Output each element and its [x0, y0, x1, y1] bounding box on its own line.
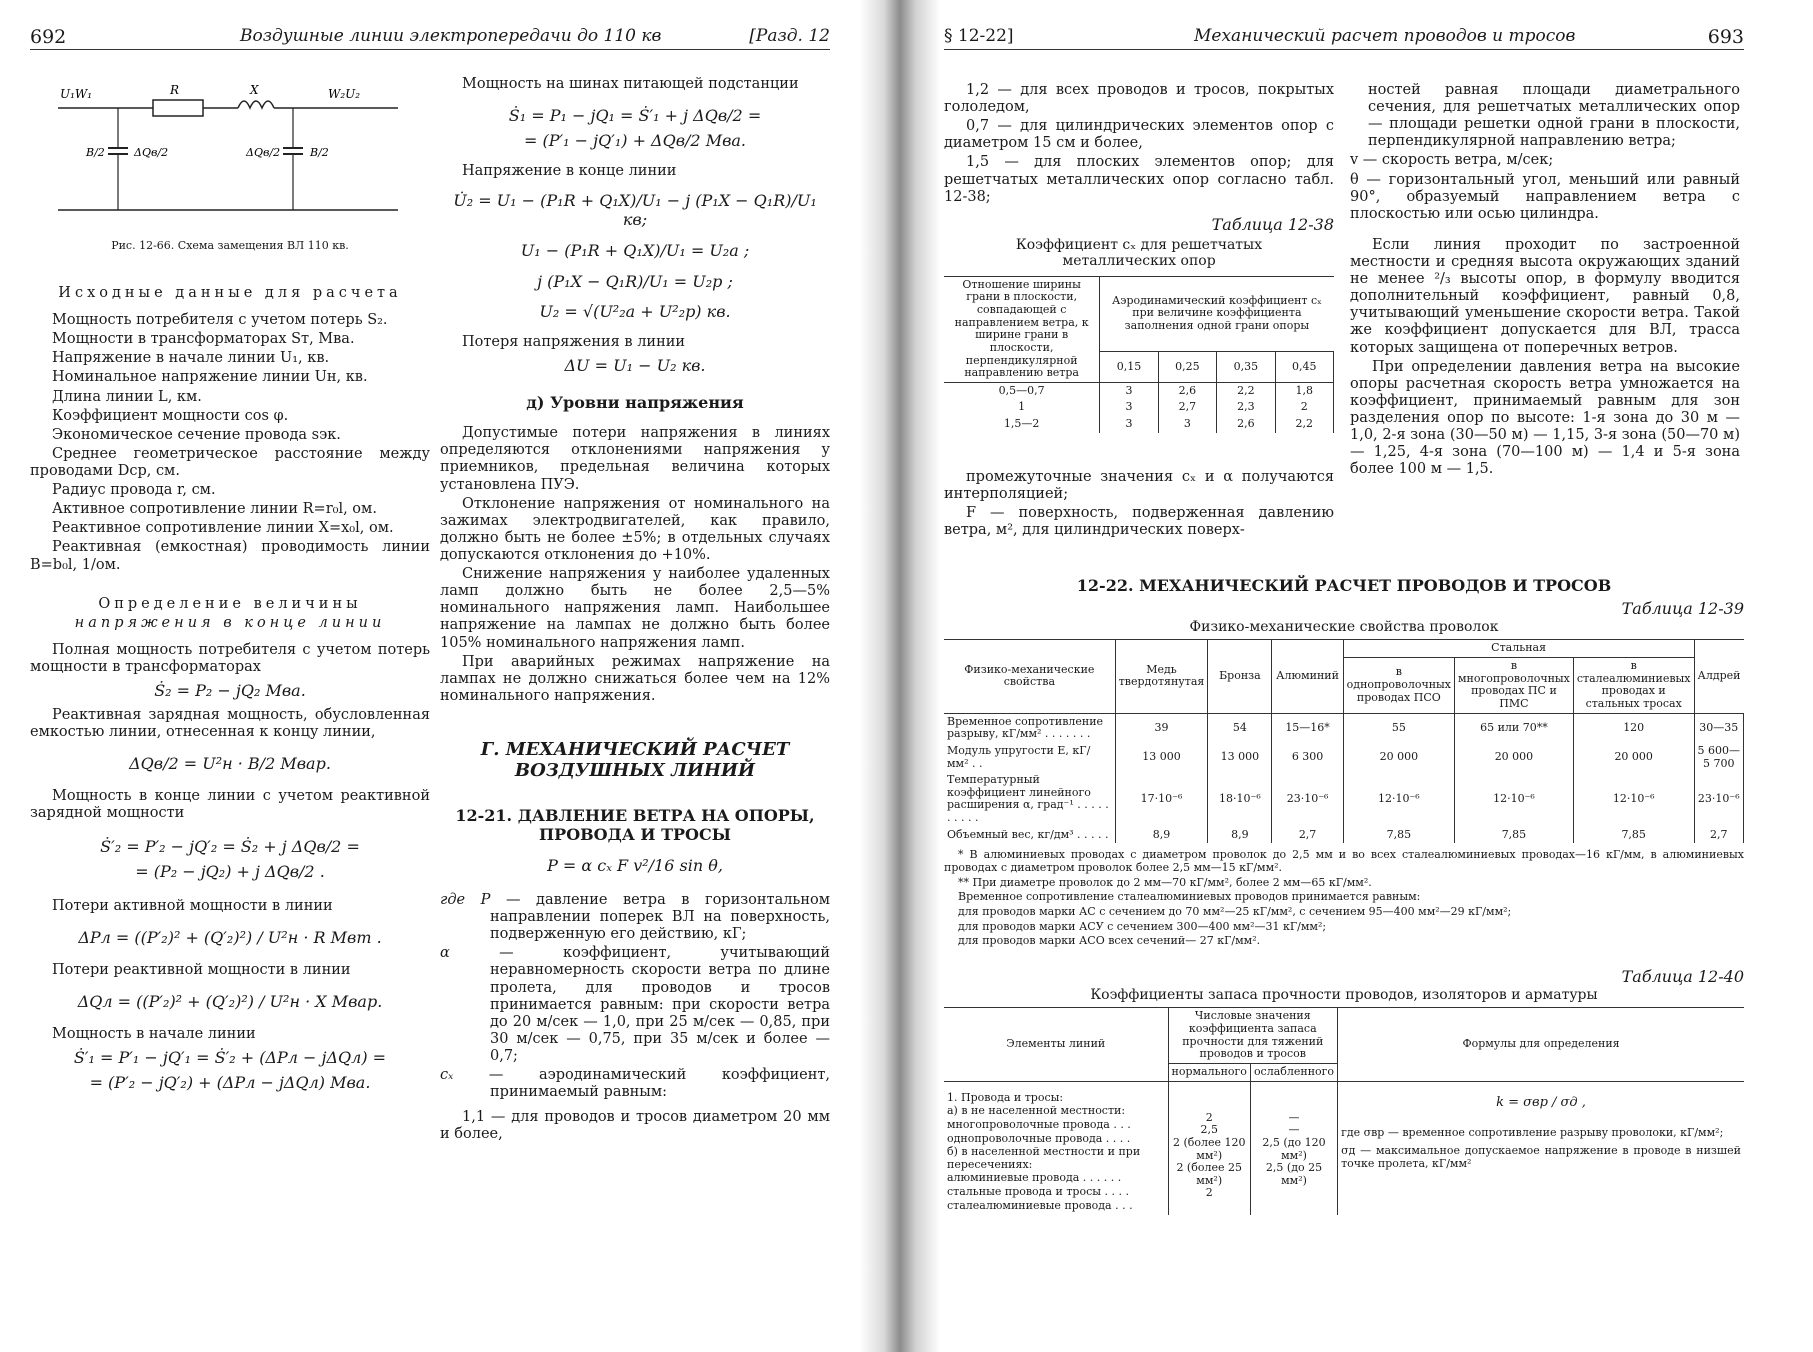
definition-symbol: α — — [440, 945, 514, 962]
property-cell: Температурный коэффициент линейного расширения α, град⁻¹ . . . . . . . . . . — [944, 772, 1115, 827]
cx-item: 1,5 — для плоских элементов опор; для решетчатых металлических опор согласно табл. 12-38; — [944, 154, 1334, 205]
table-title: Коэффициенты запаса прочности проводов, изоляторов и арматуры — [1090, 986, 1598, 1003]
formula: U₁ − (P₁R + Q₁X)/U₁ = U₂а ; — [520, 240, 750, 260]
definition-symbol: cₓ — — [440, 1067, 504, 1084]
coef-column-header: 0,45 — [1275, 351, 1333, 382]
table-label: Таблица 12-40 — [1621, 967, 1744, 986]
symbol-definitions — [440, 892, 830, 1101]
h-al: Алюминий — [1272, 640, 1343, 713]
value-cell: 6 300 — [1272, 743, 1343, 772]
svg-text:R: R — [170, 83, 180, 97]
h-norm: нормального — [1168, 1063, 1250, 1081]
right-page — [940, 0, 1813, 1352]
initial-data-item: Напряжение в начале линии U₁, кв. — [52, 350, 330, 367]
property-cell: Объемный вес, кг/дм³ . . . . . — [944, 827, 1115, 844]
value-cell: 12·10⁻⁶ — [1455, 772, 1574, 827]
h-ald: Алдрей — [1694, 640, 1743, 713]
value-cell: 13 000 — [1115, 743, 1208, 772]
svg-text:X: X — [250, 83, 259, 97]
initial-data-list — [30, 312, 430, 574]
formula: = (P′₂ − jQ′₂) + (ΔPл − jΔQл) Мва. — [89, 1072, 371, 1092]
page-number: 692 — [30, 26, 67, 48]
formula-definitions — [1341, 1127, 1741, 1171]
h-s1: в однопроволочных проводах ПСО — [1343, 658, 1454, 714]
value-cell: 20 000 — [1343, 743, 1454, 772]
table-12-38 — [944, 276, 1334, 433]
paragraph: Полная мощность потребителя с учетом потерь мощности в трансформаторах — [30, 641, 430, 675]
table-label: Таблица 12-38 — [1211, 214, 1334, 234]
table-row — [944, 399, 1334, 416]
normal-value: 2 — [1205, 1186, 1213, 1200]
initial-data-item: Коэффициент мощности cos φ. — [52, 407, 289, 424]
value-cell: 2,7 — [1158, 399, 1216, 416]
table-12-40 — [944, 1007, 1744, 1215]
initial-data-item: Мощности в трансформаторах Sт, Мва. — [52, 331, 355, 348]
h-elem: Элементы линий — [944, 1008, 1168, 1081]
table-note: для проводов марки АСУ с сечением 300—400 мм²—31 кГ/мм²; — [958, 919, 1327, 933]
value-cell: 7,85 — [1455, 827, 1574, 844]
table-12-39-block — [944, 600, 1744, 950]
value-cell: 7,85 — [1343, 827, 1454, 844]
value-cell: 3 — [1158, 416, 1216, 433]
right-column-1 — [944, 82, 1334, 541]
h-s3: в сталеалюминиевых проводах и стальных тросах — [1573, 658, 1694, 714]
running-title: Воздушные линии электропередачи до 110 кв — [240, 26, 662, 46]
header-coef: Аэродинамический коэффициент cₓ при величине коэффициента заполнения одной грани опоры — [1100, 276, 1334, 351]
safety-formula: k = σвр / σд , — [1496, 1094, 1586, 1110]
section-heading-1221-b: ПРОВОДА И ТРОСЫ — [539, 825, 731, 845]
paragraph: Напряжение в конце линии — [462, 162, 677, 179]
value-cell: 15—16* — [1272, 713, 1343, 743]
initial-data-item: Длина линии L, км. — [52, 388, 202, 405]
definition-item — [440, 892, 830, 943]
value-cell: 23·10⁻⁶ — [1272, 772, 1343, 827]
svg-text:W₂U₂: W₂U₂ — [328, 87, 361, 101]
part-heading-1: Г. МЕХАНИЧЕСКИЙ РАСЧЕТ — [480, 738, 790, 760]
value-cell: 18·10⁻⁶ — [1208, 772, 1272, 827]
initial-data-item: Экономическое сечение провода sэк. — [52, 426, 341, 443]
element-line: многопроволочные провода . . . — [947, 1117, 1131, 1131]
page-number: 693 — [1707, 26, 1744, 48]
value-cell: 2,6 — [1158, 382, 1216, 399]
formula: P = α cₓ F v²/16 sin θ, — [547, 856, 723, 876]
elements-cell — [944, 1081, 1168, 1215]
paragraph: промежуточные значения cₓ и α получаются интерполяцией; — [944, 468, 1334, 502]
formula-cell — [1338, 1081, 1744, 1215]
paragraph: Потери активной мощности в линии — [52, 898, 333, 915]
normal-value: 2 — [1205, 1110, 1213, 1124]
formula: ΔU = U₁ − U₂ кв. — [564, 356, 706, 376]
resistor-r — [153, 100, 203, 116]
paragraph: При определении давления ветра на высокие опоры расчетная скорость ветра умножается на коэффициент, принимаемый равным для зон разделения опор по высоте: 1-я зона до 30 м — 1,0, 2-я зона (30—50 м) — 1,15, 3-я зона (50—70 м) — 1,25, 4-я зона (70—100 м) — 1,4 и 5-я зона более 100 м — 1,5. — [1350, 358, 1740, 478]
paragraph: 1,1 — для проводов и тросов диаметром 20 мм и более, — [440, 1109, 830, 1143]
h-prop: Физико-механические свойства — [944, 640, 1115, 713]
left-column-1 — [30, 285, 430, 1099]
svg-text:B/2: B/2 — [86, 146, 105, 159]
paragraph: Снижение напряжения у наиболее удаленных ламп должно быть не более 2,5—5% номинального напряжения ламп. Наибольшее напряжение на лампах не должно быть более 105% номинального напряжения ламп. — [440, 566, 830, 651]
section-heading: д) Уровни напряжения — [526, 393, 744, 413]
paragraph: Потеря напряжения в линии — [462, 334, 686, 351]
value-cell: 13 000 — [1208, 743, 1272, 772]
element-line: стальные провода и тросы . . . . — [947, 1185, 1129, 1199]
value-cell: 8,9 — [1208, 827, 1272, 844]
paragraph: Мощность на шинах питающей подстанции — [462, 76, 799, 92]
table-title: Физико-механические свойства проволок — [1189, 618, 1499, 635]
initial-data-item: Реактивная (емкостная) проводимость линии B=b₀l, 1/ом. — [30, 539, 430, 573]
value-cell: 12·10⁻⁶ — [1573, 772, 1694, 827]
h-steel: Стальная — [1343, 640, 1694, 658]
table-row — [944, 743, 1744, 772]
initial-data-item: Мощность потребителя с учетом потерь S₂. — [52, 312, 388, 329]
coef-column-header: 0,15 — [1100, 351, 1158, 382]
value-cell: 65 или 70** — [1455, 713, 1574, 743]
section-heading-1221-a: 12-21. ДАВЛЕНИЕ ВЕТРА НА ОПОРЫ, — [455, 806, 815, 826]
value-cell: 23·10⁻⁶ — [1694, 772, 1743, 827]
paragraph: Если линия проходит по застроенной местности и средняя высота окружающих зданий не менее ²/₃ высоты опор, в формулу вводится дополнительный коэффициент, равный 0,8, учитывающий уменьшение скорости ветра. Такой же коэффициент допускается для ВЛ, трасса которых защищена от поперечных ветров. — [1350, 236, 1740, 356]
left-column-2 — [440, 76, 830, 1146]
left-page — [0, 0, 860, 1352]
element-line: однопроволочные провода . . . . — [947, 1131, 1131, 1145]
coef-column-header: 0,35 — [1217, 351, 1275, 382]
normal-value: 2 (более 120 мм²) — [1172, 1135, 1246, 1162]
table-row — [944, 772, 1744, 827]
table-row — [944, 416, 1334, 433]
formula: = (P′₁ − jQ′₁) + ΔQв/2 Мва. — [523, 130, 747, 150]
element-line: алюминиевые провода . . . . . . — [947, 1171, 1122, 1185]
table-title: Коэффициент cₓ для решетчатых металлических опор — [1015, 236, 1263, 270]
paragraph: Потери реактивной мощности в линии — [52, 962, 351, 978]
definition-item — [440, 1067, 830, 1101]
svg-text:B/2: B/2 — [310, 146, 329, 159]
value-cell: 3 — [1100, 399, 1158, 416]
formula: ΔQл = ((P′₂)² + (Q′₂)²) / U²н · X Мвар. — [77, 992, 383, 1012]
ratio-cell: 1 — [944, 399, 1100, 416]
section-ref: § 12-22] — [944, 26, 1014, 46]
value-cell: 1,8 — [1275, 382, 1333, 399]
table-note: для проводов марки АСО всех сечений— 27 кГ/мм². — [958, 934, 1261, 948]
property-cell: Временное сопротивление разрыву, кГ/мм² . . . . . . . — [944, 713, 1115, 743]
h-weak: ослабленного — [1250, 1063, 1337, 1081]
table-12-39 — [944, 639, 1744, 843]
ratio-cell: 0,5—0,7 — [944, 382, 1100, 399]
table-row — [944, 827, 1744, 844]
paragraph: При аварийных режимах напряжение на лампах не должно снижаться более чем на 12% номинального напряжения. — [440, 653, 830, 704]
table-row — [944, 713, 1744, 743]
weak-value: — — [1288, 1123, 1300, 1137]
initial-data-item: Радиус провода r, см. — [52, 482, 216, 499]
formula: Ṡ₁ = P₁ − jQ₁ = Ṡ′₁ + j ΔQв/2 = — [508, 106, 762, 126]
normal-cell — [1168, 1081, 1250, 1215]
h-form: Формулы для определения — [1338, 1008, 1744, 1081]
table-note: ** При диаметре проволок до 2 мм—70 кГ/мм², более 2 мм—65 кГ/мм². — [958, 875, 1372, 889]
figure-caption: Рис. 12-66. Схема замещения ВЛ 110 кв. — [111, 239, 349, 252]
formula: j (P₁X − Q₁R)/U₁ = U₂р ; — [537, 271, 733, 291]
weak-cell — [1250, 1081, 1337, 1215]
book-gutter — [860, 0, 940, 1352]
value-cell: 20 000 — [1573, 743, 1694, 772]
element-line: а) в не населенной местности: — [947, 1104, 1126, 1118]
formula: Ṡ′₁ = P′₁ − jQ′₁ = Ṡ′₂ + (ΔPл − jΔQл) = — [73, 1048, 387, 1068]
part-heading-2: ВОЗДУШНЫХ ЛИНИЙ — [514, 760, 756, 782]
weak-value: — — [1288, 1110, 1300, 1124]
value-cell: 17·10⁻⁶ — [1115, 772, 1208, 827]
h-vals: Числовые значения коэффициента запаса прочности для тяжений проводов и тросов — [1168, 1008, 1338, 1064]
paragraph: θ — горизонтальный угол, меньший или равный 90°, образуемый направлением ветра с плоскостью или осью цилиндра. — [1350, 171, 1740, 222]
table-row — [944, 382, 1334, 399]
paragraph: F — поверхность, подверженная давлению ветра, м², для цилиндрических поверх- — [944, 504, 1334, 539]
formula-definition: где σвр — временное сопротивление разрыву проволоки, кГ/мм²; — [1341, 1125, 1724, 1139]
formula: ΔQв/2 = U²н · B/2 Мвар. — [129, 754, 331, 774]
value-cell: 30—35 — [1694, 713, 1743, 743]
section-heading-1222: 12-22. МЕХАНИЧЕСКИЙ РАСЧЕТ ПРОВОДОВ И ТРОСОВ — [1076, 576, 1612, 595]
value-cell: 20 000 — [1455, 743, 1574, 772]
value-cell: 39 — [1115, 713, 1208, 743]
value-cell: 2,7 — [1694, 827, 1743, 844]
element-line: б) в населенной местности и при пересечениях: — [947, 1145, 1141, 1171]
initial-data-item: Номинальное напряжение линии Uн, кв. — [52, 369, 368, 386]
svg-text:ΔQв/2: ΔQв/2 — [134, 146, 169, 159]
definition-text: коэффициент, учитывающий неравномерность скорости ветра по длине пролета, для проводов и тросов принимается равным: при скорости ветра до 20 м/сек — 1,0, при 25 м/сек — 0,85, при 30 м/сек — 0,75, при 35 м/сек и более — 0,7; — [490, 945, 831, 1065]
value-cell: 3 — [1100, 382, 1158, 399]
formula: Ṡ₂ = P₂ − jQ₂ Мва. — [154, 681, 306, 701]
normal-value: 2,5 — [1200, 1123, 1218, 1137]
paragraph: Реактивная зарядная мощность, обусловленная емкостью линии, отнесенная к концу линии, — [30, 706, 430, 741]
section-ref: [Разд. 12 — [749, 26, 830, 46]
value-cell: 5 600—5 700 — [1694, 743, 1743, 772]
initial-data-item: Активное сопротивление линии R=r₀l, ом. — [52, 501, 377, 518]
h-s2: в многопроволочных проводах ПС и ПМС — [1455, 658, 1574, 714]
element-line: сталеалюминиевые провода . . . — [947, 1198, 1133, 1212]
formula: ΔPл = ((P′₂)² + (Q′₂)²) / U²н · R Мвт . — [78, 928, 382, 948]
paragraph: Мощность в конце линии с учетом реактивной зарядной мощности — [30, 788, 430, 822]
value-cell: 12·10⁻⁶ — [1343, 772, 1454, 827]
formula: Ṡ′₂ = P′₂ − jQ′₂ = Ṡ₂ + j ΔQв/2 = — [100, 837, 360, 857]
h-cu: Медь твердотянутая — [1115, 640, 1208, 713]
value-cell: 3 — [1100, 416, 1158, 433]
svg-text:ΔQв/2: ΔQв/2 — [246, 146, 281, 159]
h-br: Бронза — [1208, 640, 1272, 713]
formula: U₂ = √(U²₂а + U²₂р) кв. — [539, 302, 731, 322]
weak-value: 2,5 (до 25 мм²) — [1265, 1161, 1323, 1187]
property-cell: Модуль упругости E, кГ/мм² . . — [944, 743, 1115, 772]
page-header — [30, 26, 830, 50]
formula: = (P₂ − jQ₂) + j ΔQв/2 . — [135, 862, 325, 882]
value-cell: 8,9 — [1115, 827, 1208, 844]
paragraph: v — скорость ветра, м/сек; — [1350, 152, 1554, 169]
value-cell: 2 — [1275, 399, 1333, 416]
initial-data-item: Реактивное сопротивление линии X=x₀l, ом. — [52, 520, 394, 537]
value-cell: 2,2 — [1275, 416, 1333, 433]
heading-definition-2: напряжения в конце линии — [74, 614, 386, 631]
paragraph: Мощность в начале линии — [52, 1025, 256, 1042]
paragraph: ностей равная площади диаметрального сечения, для решетчатых металлических опор — площади решетки одной грани в плоскости, перпендикулярной направлению ветра; — [1368, 82, 1740, 150]
header-ratio: Отношение ширины грани в плоскости, совпадающей с направлением ветра, к ширине грани в плоскости, перпендикулярной направлению ветра — [944, 276, 1100, 382]
normal-value: 2 (более 25 мм²) — [1176, 1161, 1242, 1187]
initial-data-item: Среднее геометрическое расстояние между проводами Dср, см. — [30, 445, 430, 479]
paragraph: Отклонение напряжения от номинального на зажимах электродвигателей, как правило, должно быть не более ±5%; в отдельных случаях допускаются отклонения до +10%. — [440, 495, 830, 563]
page-header — [944, 26, 1744, 50]
cx-list — [944, 82, 1334, 206]
running-title: Механический расчет проводов и тросов — [1194, 26, 1576, 46]
svg-text:U₁W₁: U₁W₁ — [60, 87, 93, 101]
value-cell: 2,3 — [1217, 399, 1275, 416]
equivalent-circuit-figure — [58, 80, 418, 230]
value-cell: 2,6 — [1217, 416, 1275, 433]
value-cell: 7,85 — [1573, 827, 1694, 844]
table-note: * В алюминиевых проводах с диаметром проволок до 2,5 мм и во всех сталеалюминиевых проводах—16 кГ/мм, в алюминиевых проводах с диаметром проволок более 2,5 мм—15 кГ/мм². — [944, 848, 1744, 874]
value-cell: 120 — [1573, 713, 1694, 743]
value-cell: 2,2 — [1217, 382, 1275, 399]
definition-symbol: где P — — [440, 892, 521, 909]
formula: U̇₂ = U₁ − (P₁R + Q₁X)/U₁ − j (P₁X − Q₁R)/U₁ кв; — [453, 190, 817, 229]
reactor-x — [238, 101, 274, 108]
circuit-diagram — [58, 80, 418, 230]
value-cell: 54 — [1208, 713, 1272, 743]
paragraph: Допустимые потери напряжения в линиях определяются отклонениями напряжения у приемников, предельная величина которых установлена ПУЭ. — [440, 425, 830, 493]
table-12-40-block — [944, 968, 1744, 1215]
definition-text: давление ветра в горизонтальном направлении поперек ВЛ на поверхность, подверженную его действию, кГ; — [490, 892, 831, 943]
element-line: 1. Провода и тросы: — [947, 1090, 1064, 1104]
table-note: для проводов марки АС с сечением до 70 мм²—25 кГ/мм², с сечением 95—400 мм²—29 кГ/мм²; — [958, 904, 1512, 918]
definition-text: аэродинамический коэффициент, принимаемый равным: — [490, 1067, 830, 1101]
value-cell: 55 — [1343, 713, 1454, 743]
table-label: Таблица 12-39 — [1621, 599, 1744, 618]
heading-initial-data: Исходные данные для расчета — [58, 285, 402, 301]
ratio-cell: 1,5—2 — [944, 416, 1100, 433]
cx-item: 1,2 — для всех проводов и тросов, покрытых гололедом, — [944, 82, 1334, 116]
table-notes — [944, 849, 1744, 947]
cx-item: 0,7 — для цилиндрических элементов опор с диаметром 15 см и более, — [944, 118, 1334, 152]
definition-item — [440, 945, 830, 1065]
value-cell: 2,7 — [1272, 827, 1343, 844]
weak-value: 2,5 (до 120 мм²) — [1262, 1135, 1326, 1162]
table-note: Временное сопротивление сталеалюминиевых проводов принимается равным: — [958, 890, 1421, 904]
formula-definition: σд — максимальное допускаемое напряжение в проводе в низшей точке пролета, кГ/мм² — [1341, 1144, 1741, 1170]
heading-definition-1: Определение величины — [98, 595, 362, 612]
right-column-2 — [1350, 82, 1740, 480]
coef-column-header: 0,25 — [1158, 351, 1216, 382]
